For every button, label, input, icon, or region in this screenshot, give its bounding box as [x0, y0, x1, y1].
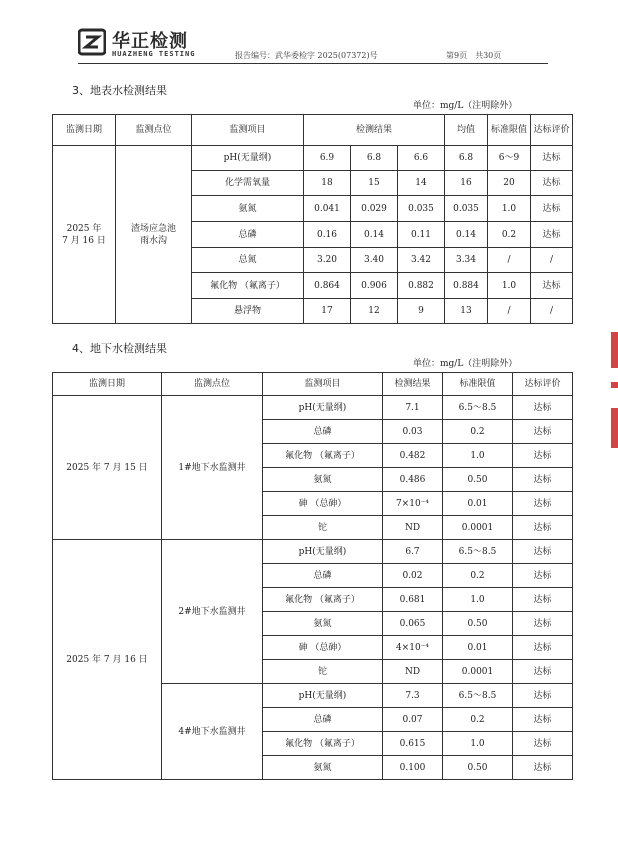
- result-cell: 0.615: [383, 732, 443, 756]
- result-cell: 0.11: [398, 222, 445, 248]
- eval-cell: 达标: [513, 492, 573, 516]
- eval-cell: 达标: [531, 171, 573, 196]
- limit-cell: 0.0001: [443, 660, 513, 684]
- col-header-date: 监测日期: [53, 373, 162, 396]
- eval-cell: 达标: [513, 420, 573, 444]
- limit-cell: 0.01: [443, 492, 513, 516]
- seal-stamp-fragment: [611, 382, 618, 388]
- limit-cell: 0.50: [443, 612, 513, 636]
- result-cell: 14: [398, 171, 445, 196]
- mean-cell: 0.035: [445, 196, 488, 222]
- col-header-item: 监测项目: [263, 373, 383, 396]
- item-cell: pH(无量纲): [263, 396, 383, 420]
- result-cell: 7.1: [383, 396, 443, 420]
- result-cell: ND: [383, 516, 443, 540]
- col-header-point: 监测点位: [162, 373, 263, 396]
- col-header-item: 监测项目: [192, 115, 304, 146]
- result-cell: 0.02: [383, 564, 443, 588]
- item-cell: 氟化物 （氟离子）: [192, 273, 304, 299]
- item-cell: 总磷: [263, 420, 383, 444]
- result-cell: 7.3: [383, 684, 443, 708]
- eval-cell: 达标: [513, 636, 573, 660]
- limit-cell: 0.01: [443, 636, 513, 660]
- item-cell: pH(无量纲): [263, 684, 383, 708]
- page-number: 第9页 共30页: [446, 51, 502, 60]
- mean-cell: 6.8: [445, 146, 488, 171]
- item-cell: 化学需氧量: [192, 171, 304, 196]
- eval-cell: 达标: [513, 468, 573, 492]
- eval-cell: 达标: [513, 708, 573, 732]
- result-cell: 0.864: [304, 273, 351, 299]
- item-cell: 总磷: [192, 222, 304, 248]
- result-cell: 18: [304, 171, 351, 196]
- header-divider: [78, 63, 548, 64]
- result-cell: 3.40: [351, 248, 398, 273]
- eval-cell: 达标: [513, 444, 573, 468]
- item-cell: 总氮: [192, 248, 304, 273]
- eval-cell: /: [531, 299, 573, 324]
- company-name-cn: 华正检测: [112, 31, 188, 52]
- item-cell: pH(无量纲): [192, 146, 304, 171]
- company-name-en: HUAZHENG TESTING: [112, 50, 196, 58]
- groundwater-table: [52, 372, 573, 780]
- item-cell: 悬浮物: [192, 299, 304, 324]
- limit-cell: 0.0001: [443, 516, 513, 540]
- monitor-date-cell: 2025 年 7 月 16 日: [53, 146, 116, 324]
- result-cell: 12: [351, 299, 398, 324]
- result-cell: 6.8: [351, 146, 398, 171]
- col-header-limit: 标准限值: [488, 115, 531, 146]
- result-cell: 0.16: [304, 222, 351, 248]
- result-cell: 17: [304, 299, 351, 324]
- col-header-eval: 达标评价: [531, 115, 573, 146]
- mean-cell: 0.884: [445, 273, 488, 299]
- item-cell: 氨氮: [263, 612, 383, 636]
- monitor-point-cell: 4#地下水监测井: [162, 684, 263, 780]
- limit-cell: 1.0: [443, 732, 513, 756]
- result-cell: 0.681: [383, 588, 443, 612]
- col-header-date: 监测日期: [53, 115, 116, 146]
- item-cell: 氨氮: [263, 756, 383, 780]
- report-number: 报告编号：武华委检字 2025(07372)号: [235, 51, 378, 60]
- surface-water-table: [52, 114, 573, 324]
- col-header-point: 监测点位: [116, 115, 192, 146]
- eval-cell: 达标: [513, 588, 573, 612]
- limit-cell: 1.0: [443, 444, 513, 468]
- col-header-eval: 达标评价: [513, 373, 573, 396]
- result-cell: 0.100: [383, 756, 443, 780]
- limit-cell: 6.5～8.5: [443, 540, 513, 564]
- item-cell: 氟化物 （氟离子）: [263, 588, 383, 612]
- limit-cell: 0.2: [443, 708, 513, 732]
- limit-cell: 0.2: [443, 420, 513, 444]
- eval-cell: 达标: [531, 273, 573, 299]
- limit-cell: 0.50: [443, 468, 513, 492]
- limit-cell: 0.2: [488, 222, 531, 248]
- table-header-row: [53, 373, 573, 396]
- result-cell: 6.9: [304, 146, 351, 171]
- monitor-point-cell: 2#地下水监测井: [162, 540, 263, 684]
- item-cell: 砷 （总砷）: [263, 636, 383, 660]
- result-cell: 0.035: [398, 196, 445, 222]
- item-cell: 氨氮: [263, 468, 383, 492]
- col-header-mean: 均值: [445, 115, 488, 146]
- result-cell: 0.03: [383, 420, 443, 444]
- item-cell: 砷 （总砷）: [263, 492, 383, 516]
- eval-cell: 达标: [513, 516, 573, 540]
- result-cell: 0.482: [383, 444, 443, 468]
- result-cell: 0.041: [304, 196, 351, 222]
- limit-cell: /: [488, 248, 531, 273]
- result-cell: 0.029: [351, 196, 398, 222]
- table-row: [53, 540, 573, 564]
- col-header-results: 检测结果: [304, 115, 445, 146]
- report-header: [78, 28, 548, 64]
- limit-cell: 6～9: [488, 146, 531, 171]
- item-cell: pH(无量纲): [263, 540, 383, 564]
- limit-cell: 1.0: [443, 588, 513, 612]
- result-cell: 9: [398, 299, 445, 324]
- eval-cell: 达标: [513, 540, 573, 564]
- result-cell: 3.42: [398, 248, 445, 273]
- result-cell: 0.486: [383, 468, 443, 492]
- surface-unit-note: 单位：mg/L（注明除外）: [413, 101, 518, 111]
- eval-cell: 达标: [513, 684, 573, 708]
- result-cell: 7×10⁻⁴: [383, 492, 443, 516]
- limit-cell: 0.50: [443, 756, 513, 780]
- monitor-point-cell: 渣场应急池 雨水沟: [116, 146, 192, 324]
- eval-cell: 达标: [513, 396, 573, 420]
- seal-stamp-fragment: [611, 408, 618, 448]
- result-cell: 0.14: [351, 222, 398, 248]
- result-cell: 3.20: [304, 248, 351, 273]
- groundwater-title: 4、地下水检测结果: [72, 342, 167, 355]
- item-cell: 氟化物 （氟离子）: [263, 444, 383, 468]
- monitor-date-cell: 2025 年 7 月 16 日: [53, 540, 162, 780]
- result-cell: 4×10⁻⁴: [383, 636, 443, 660]
- result-cell: 0.065: [383, 612, 443, 636]
- item-cell: 总磷: [263, 564, 383, 588]
- monitor-date-cell: 2025 年 7 月 15 日: [53, 396, 162, 540]
- item-cell: 铊: [263, 660, 383, 684]
- eval-cell: /: [531, 248, 573, 273]
- surface-water-title: 3、地表水检测结果: [72, 84, 167, 97]
- eval-cell: 达标: [531, 146, 573, 171]
- item-cell: 氨氮: [192, 196, 304, 222]
- eval-cell: 达标: [513, 756, 573, 780]
- item-cell: 铊: [263, 516, 383, 540]
- eval-cell: 达标: [513, 660, 573, 684]
- monitor-point-cell: 1#地下水监测井: [162, 396, 263, 540]
- limit-cell: /: [488, 299, 531, 324]
- result-cell: 6.7: [383, 540, 443, 564]
- eval-cell: 达标: [513, 564, 573, 588]
- mean-cell: 0.14: [445, 222, 488, 248]
- groundwater-unit-note: 单位：mg/L（注明除外）: [413, 359, 518, 369]
- table-row: [53, 396, 573, 420]
- limit-cell: 1.0: [488, 273, 531, 299]
- result-cell: ND: [383, 660, 443, 684]
- eval-cell: 达标: [531, 222, 573, 248]
- limit-cell: 6.5～8.5: [443, 396, 513, 420]
- limit-cell: 1.0: [488, 196, 531, 222]
- limit-cell: 0.2: [443, 564, 513, 588]
- table-row: [53, 146, 573, 171]
- seal-stamp-fragment: [611, 332, 618, 368]
- mean-cell: 3.34: [445, 248, 488, 273]
- mean-cell: 16: [445, 171, 488, 196]
- limit-cell: 20: [488, 171, 531, 196]
- item-cell: 氟化物 （氟离子）: [263, 732, 383, 756]
- result-cell: 0.07: [383, 708, 443, 732]
- result-cell: 15: [351, 171, 398, 196]
- eval-cell: 达标: [531, 196, 573, 222]
- table-header-row: [53, 115, 573, 146]
- col-header-limit: 标准限值: [443, 373, 513, 396]
- result-cell: 0.906: [351, 273, 398, 299]
- company-logo-icon: [78, 28, 106, 56]
- eval-cell: 达标: [513, 612, 573, 636]
- limit-cell: 6.5～8.5: [443, 684, 513, 708]
- mean-cell: 13: [445, 299, 488, 324]
- result-cell: 6.6: [398, 146, 445, 171]
- result-cell: 0.882: [398, 273, 445, 299]
- item-cell: 总磷: [263, 708, 383, 732]
- col-header-result: 检测结果: [383, 373, 443, 396]
- eval-cell: 达标: [513, 732, 573, 756]
